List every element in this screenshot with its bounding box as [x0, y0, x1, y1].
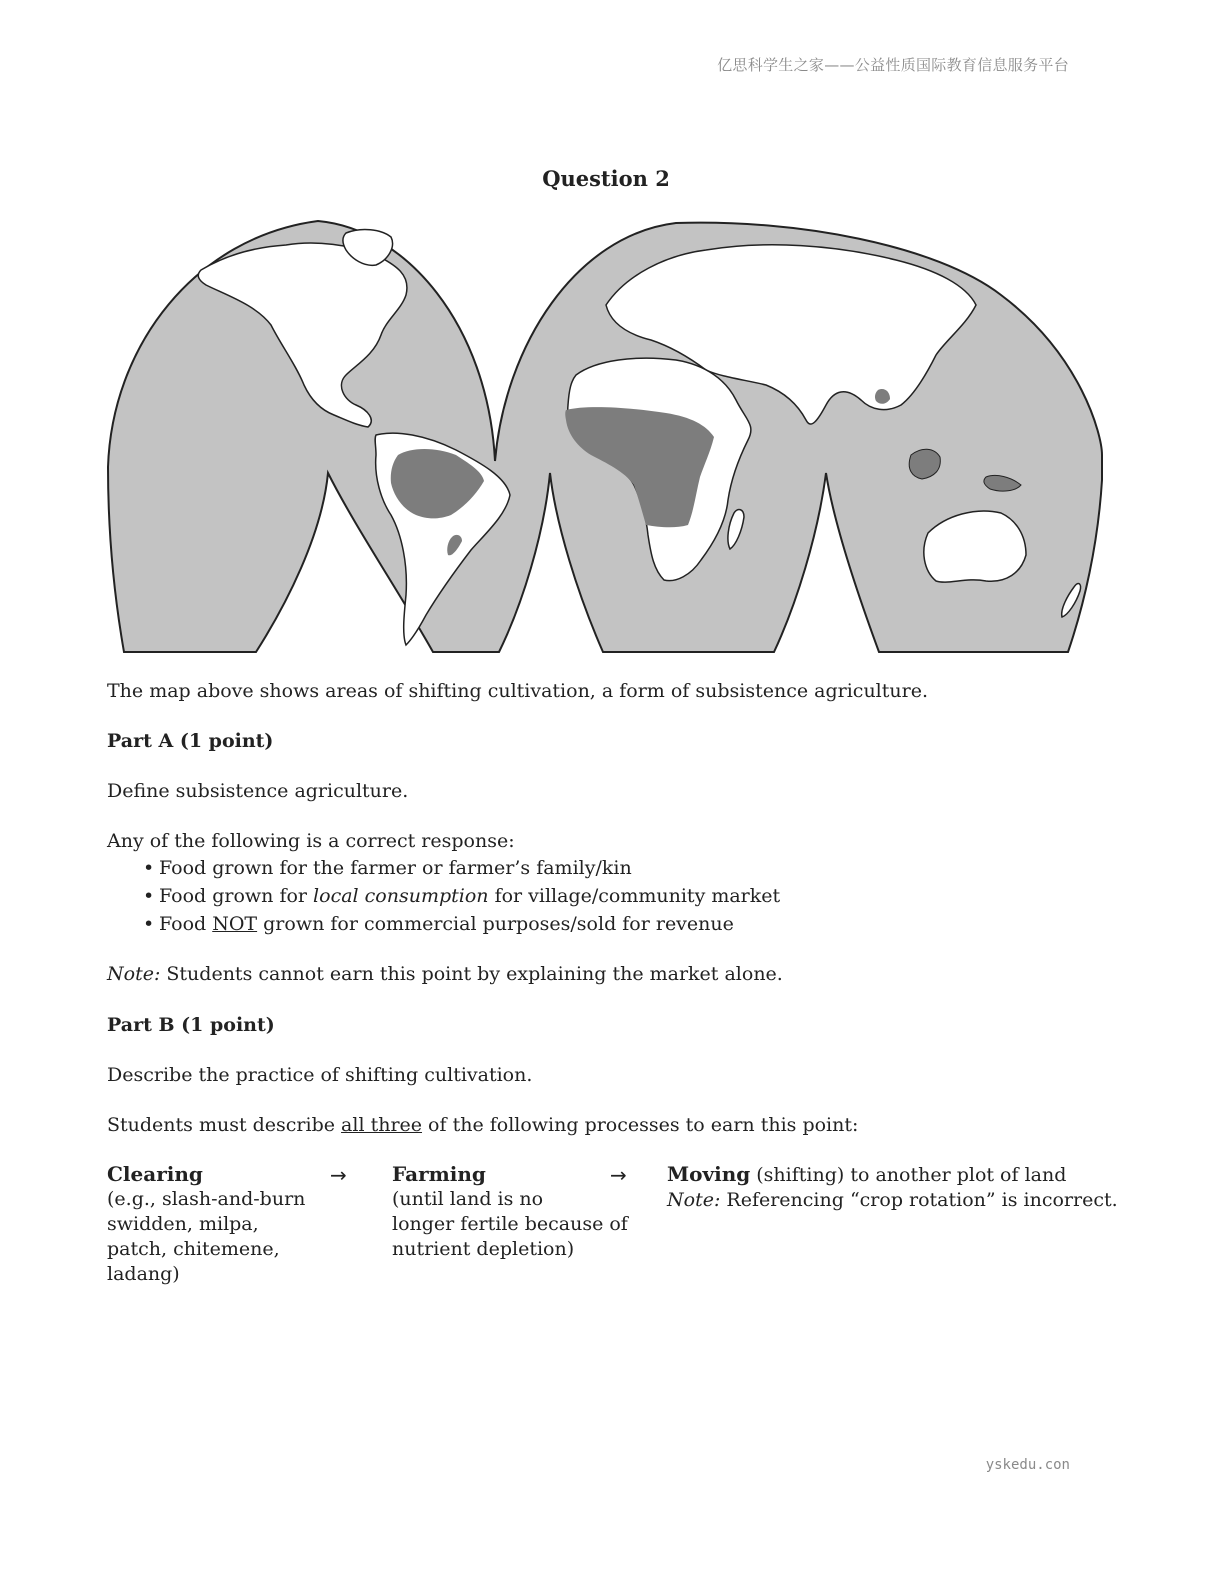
farming-column [392, 1162, 632, 1262]
farming-line: nutrient depletion) [392, 1238, 575, 1260]
list-item: • Food NOT grown for commercial purposes/sold for revenue [143, 913, 734, 935]
farming-heading: Farming [392, 1162, 486, 1186]
footer-watermark: yskedu.con [985, 1457, 1070, 1473]
part-a-bullet-list [143, 854, 780, 938]
part-b-heading: Part B (1 point) [107, 1014, 275, 1036]
list-item: • Food grown for local consumption for village/community market [143, 885, 781, 907]
list-item: • Food grown for the farmer or farmer’s family/kin [143, 857, 632, 879]
moving-note: Note: Referencing “crop rotation” is incorrect. [667, 1189, 1118, 1211]
part-a-lead: Any of the following is a correct response: [107, 830, 515, 852]
clearing-line: ladang) [107, 1263, 180, 1285]
header-watermark: 亿思科学生之家——公益性质国际教育信息服务平台 [717, 56, 1069, 74]
part-b-prompt: Describe the practice of shifting cultivation. [107, 1064, 533, 1086]
part-a-note: Note: Students cannot earn this point by explaining the market alone. [107, 963, 783, 985]
clearing-line: patch, chitemene, [107, 1238, 280, 1260]
arrow-icon: → [610, 1163, 627, 1187]
question-title: Question 2 [542, 166, 670, 191]
arrow-icon: → [330, 1163, 347, 1187]
clearing-line: swidden, milpa, [107, 1213, 259, 1235]
clearing-line: (e.g., slash-and-burn [107, 1188, 306, 1210]
farming-line: longer fertile because of [392, 1213, 628, 1235]
map-intro-text: The map above shows areas of shifting cultivation, a form of subsistence agriculture. [107, 680, 928, 702]
part-a-heading: Part A (1 point) [107, 730, 274, 752]
moving-heading-line: Moving (shifting) to another plot of land [667, 1162, 1067, 1186]
part-a-prompt: Define subsistence agriculture. [107, 780, 409, 802]
world-map [106, 215, 1104, 655]
farming-line: (until land is no [392, 1188, 544, 1210]
clearing-column [107, 1162, 327, 1287]
part-b-lead: Students must describe all three of the following processes to earn this point: [107, 1114, 859, 1136]
moving-column [667, 1162, 1117, 1213]
clearing-heading: Clearing [107, 1162, 203, 1186]
